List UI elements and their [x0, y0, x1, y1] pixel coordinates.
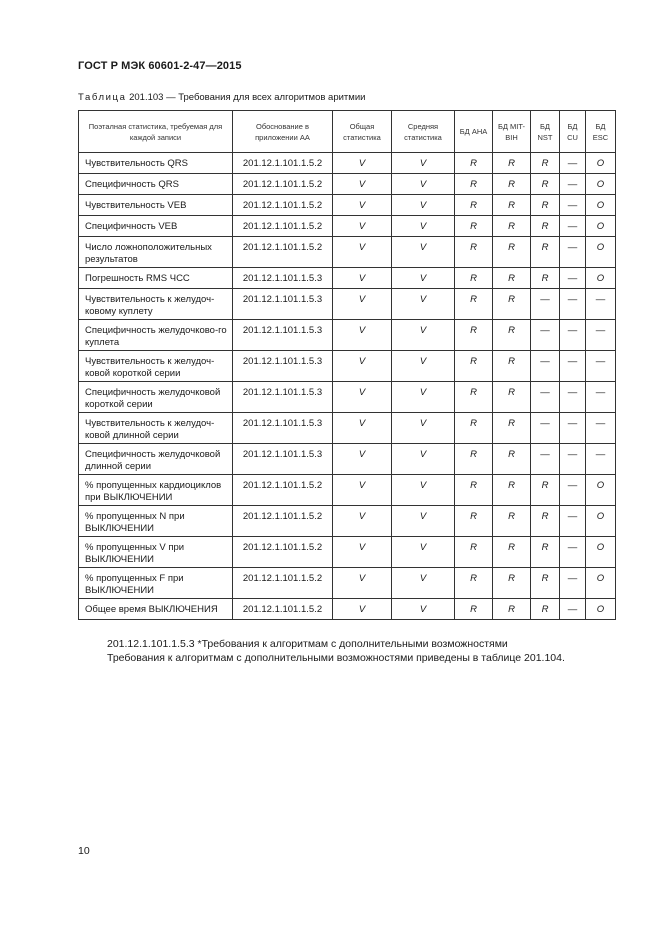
- cell-nst: —: [531, 289, 560, 320]
- row-statistic: % пропущенных кардиоциклов при ВЫКЛЮЧЕНИИ: [79, 475, 233, 506]
- cell-average: V: [392, 216, 455, 237]
- cell-overall: V: [333, 382, 392, 413]
- cell-overall: V: [333, 237, 392, 268]
- cell-aha: R: [455, 413, 493, 444]
- cell-nst: R: [531, 195, 560, 216]
- row-statistic: % пропущенных F при ВЫКЛЮЧЕНИИ: [79, 568, 233, 599]
- cell-nst: R: [531, 216, 560, 237]
- cell-average: V: [392, 413, 455, 444]
- table-header-row: [79, 111, 616, 153]
- table-row: [79, 599, 616, 620]
- cell-esc: O: [586, 475, 616, 506]
- cell-mit: R: [493, 475, 531, 506]
- cell-cu: —: [560, 413, 586, 444]
- row-statistic: Специфичность желудочково-го куплета: [79, 320, 233, 351]
- row-reference: 201.12.1.101.1.5.2: [233, 537, 333, 568]
- header-rationale: Обоснование в приложении АА: [233, 111, 333, 153]
- cell-average: V: [392, 506, 455, 537]
- cell-nst: —: [531, 320, 560, 351]
- row-statistic: Специфичность QRS: [79, 174, 233, 195]
- cell-aha: R: [455, 320, 493, 351]
- cell-aha: R: [455, 216, 493, 237]
- cell-overall: V: [333, 320, 392, 351]
- table-row: [79, 382, 616, 413]
- cell-esc: O: [586, 174, 616, 195]
- cell-mit: R: [493, 506, 531, 537]
- cell-mit: R: [493, 537, 531, 568]
- cell-cu: —: [560, 289, 586, 320]
- cell-nst: —: [531, 413, 560, 444]
- row-reference: 201.12.1.101.1.5.3: [233, 444, 333, 475]
- cell-average: V: [392, 568, 455, 599]
- footnote-line-1: 201.12.1.101.1.5.3 *Требования к алгоритмам с дополнительными возможностями: [107, 638, 508, 650]
- row-reference: 201.12.1.101.1.5.2: [233, 568, 333, 599]
- cell-aha: R: [455, 237, 493, 268]
- cell-nst: R: [531, 268, 560, 289]
- cell-average: V: [392, 153, 455, 174]
- cell-average: V: [392, 289, 455, 320]
- cell-mit: R: [493, 568, 531, 599]
- cell-esc: O: [586, 237, 616, 268]
- page-number: 10: [78, 845, 90, 857]
- cell-overall: V: [333, 351, 392, 382]
- cell-cu: —: [560, 475, 586, 506]
- row-reference: 201.12.1.101.1.5.3: [233, 268, 333, 289]
- table-row: [79, 268, 616, 289]
- cell-overall: V: [333, 475, 392, 506]
- cell-esc: O: [586, 568, 616, 599]
- table-row: [79, 506, 616, 537]
- table-row: [79, 320, 616, 351]
- row-reference: 201.12.1.101.1.5.3: [233, 382, 333, 413]
- caption-text: 201.103 — Требования для всех алгоритмов аритмии: [129, 92, 366, 103]
- cell-aha: R: [455, 174, 493, 195]
- row-reference: 201.12.1.101.1.5.3: [233, 413, 333, 444]
- cell-aha: R: [455, 382, 493, 413]
- header-db-aha: БД AHA: [455, 111, 493, 153]
- cell-aha: R: [455, 506, 493, 537]
- cell-average: V: [392, 268, 455, 289]
- cell-average: V: [392, 237, 455, 268]
- table-row: [79, 568, 616, 599]
- row-statistic: Чувствительность к желудоч-ковой короткой серии: [79, 351, 233, 382]
- cell-nst: —: [531, 444, 560, 475]
- cell-esc: O: [586, 195, 616, 216]
- cell-esc: —: [586, 382, 616, 413]
- cell-aha: R: [455, 153, 493, 174]
- cell-overall: V: [333, 413, 392, 444]
- row-statistic: Специфичность VEB: [79, 216, 233, 237]
- cell-nst: —: [531, 382, 560, 413]
- cell-overall: V: [333, 444, 392, 475]
- cell-nst: R: [531, 174, 560, 195]
- cell-nst: R: [531, 537, 560, 568]
- row-reference: 201.12.1.101.1.5.2: [233, 216, 333, 237]
- cell-overall: V: [333, 174, 392, 195]
- cell-overall: V: [333, 599, 392, 620]
- row-reference: 201.12.1.101.1.5.2: [233, 153, 333, 174]
- row-reference: 201.12.1.101.1.5.2: [233, 174, 333, 195]
- cell-average: V: [392, 599, 455, 620]
- header-db-nst: БД NST: [531, 111, 560, 153]
- document-title: ГОСТ Р МЭК 60601-2-47—2015: [78, 60, 242, 72]
- cell-aha: R: [455, 289, 493, 320]
- cell-esc: —: [586, 444, 616, 475]
- row-statistic: Число ложноположительных результатов: [79, 237, 233, 268]
- cell-esc: O: [586, 216, 616, 237]
- cell-cu: —: [560, 174, 586, 195]
- cell-nst: R: [531, 475, 560, 506]
- table-row: [79, 475, 616, 506]
- table-row: [79, 216, 616, 237]
- cell-average: V: [392, 174, 455, 195]
- row-statistic: Чувствительность QRS: [79, 153, 233, 174]
- cell-cu: —: [560, 537, 586, 568]
- header-db-mit: БД MIT-BIH: [493, 111, 531, 153]
- cell-cu: —: [560, 444, 586, 475]
- row-statistic: Чувствительность к желудоч-ковому куплету: [79, 289, 233, 320]
- cell-esc: O: [586, 506, 616, 537]
- cell-average: V: [392, 320, 455, 351]
- table-row: [79, 174, 616, 195]
- table-row: [79, 237, 616, 268]
- cell-cu: —: [560, 506, 586, 537]
- row-reference: 201.12.1.101.1.5.2: [233, 237, 333, 268]
- table-row: [79, 444, 616, 475]
- cell-overall: V: [333, 568, 392, 599]
- cell-nst: R: [531, 153, 560, 174]
- cell-aha: R: [455, 568, 493, 599]
- cell-overall: V: [333, 506, 392, 537]
- row-statistic: Общее время ВЫКЛЮЧЕНИЯ: [79, 599, 233, 620]
- cell-mit: R: [493, 351, 531, 382]
- row-reference: 201.12.1.101.1.5.2: [233, 506, 333, 537]
- table-row: [79, 153, 616, 174]
- cell-mit: R: [493, 268, 531, 289]
- cell-aha: R: [455, 599, 493, 620]
- cell-cu: —: [560, 216, 586, 237]
- table-row: [79, 351, 616, 382]
- requirements-table: [78, 110, 616, 620]
- cell-overall: V: [333, 537, 392, 568]
- header-db-cu: БД CU: [560, 111, 586, 153]
- cell-mit: R: [493, 382, 531, 413]
- row-statistic: Погрешность RMS ЧСС: [79, 268, 233, 289]
- row-reference: 201.12.1.101.1.5.3: [233, 351, 333, 382]
- cell-mit: R: [493, 237, 531, 268]
- cell-mit: R: [493, 289, 531, 320]
- cell-esc: O: [586, 599, 616, 620]
- cell-esc: O: [586, 268, 616, 289]
- cell-aha: R: [455, 444, 493, 475]
- cell-average: V: [392, 351, 455, 382]
- header-db-esc: БД ESC: [586, 111, 616, 153]
- table-row: [79, 537, 616, 568]
- cell-average: V: [392, 537, 455, 568]
- header-statistic: Поэталная статистика, требуемая для каждой записи: [79, 111, 233, 153]
- cell-overall: V: [333, 195, 392, 216]
- cell-cu: —: [560, 568, 586, 599]
- cell-mit: R: [493, 153, 531, 174]
- table-caption: [78, 92, 365, 103]
- cell-esc: O: [586, 153, 616, 174]
- cell-average: V: [392, 382, 455, 413]
- cell-cu: —: [560, 195, 586, 216]
- cell-aha: R: [455, 268, 493, 289]
- cell-average: V: [392, 195, 455, 216]
- row-statistic: Чувствительность к желудоч-ковой длинной серии: [79, 413, 233, 444]
- row-reference: 201.12.1.101.1.5.3: [233, 320, 333, 351]
- footnote-line-2: Требования к алгоритмам с дополнительными возможностями приведены в таблице 201.104.: [107, 652, 565, 664]
- cell-overall: V: [333, 268, 392, 289]
- cell-average: V: [392, 444, 455, 475]
- cell-mit: R: [493, 216, 531, 237]
- header-average-stat: Средняя статистика: [392, 111, 455, 153]
- cell-average: V: [392, 475, 455, 506]
- cell-cu: —: [560, 599, 586, 620]
- row-reference: 201.12.1.101.1.5.2: [233, 195, 333, 216]
- cell-esc: —: [586, 320, 616, 351]
- row-statistic: Специфичность желудочковой длинной серии: [79, 444, 233, 475]
- cell-esc: —: [586, 351, 616, 382]
- row-statistic: Специфичность желудочковой короткой серии: [79, 382, 233, 413]
- cell-nst: —: [531, 351, 560, 382]
- cell-cu: —: [560, 382, 586, 413]
- cell-overall: V: [333, 153, 392, 174]
- caption-prefix: Таблица: [78, 92, 127, 103]
- cell-cu: —: [560, 351, 586, 382]
- cell-esc: —: [586, 289, 616, 320]
- row-statistic: Чувствительность VEB: [79, 195, 233, 216]
- cell-cu: —: [560, 268, 586, 289]
- cell-cu: —: [560, 237, 586, 268]
- footnote: [107, 637, 565, 665]
- row-reference: 201.12.1.101.1.5.2: [233, 599, 333, 620]
- cell-aha: R: [455, 351, 493, 382]
- cell-esc: —: [586, 413, 616, 444]
- cell-cu: —: [560, 153, 586, 174]
- cell-cu: —: [560, 320, 586, 351]
- cell-mit: R: [493, 195, 531, 216]
- cell-aha: R: [455, 537, 493, 568]
- cell-overall: V: [333, 216, 392, 237]
- cell-mit: R: [493, 413, 531, 444]
- cell-aha: R: [455, 475, 493, 506]
- cell-mit: R: [493, 444, 531, 475]
- cell-nst: R: [531, 237, 560, 268]
- cell-mit: R: [493, 599, 531, 620]
- row-statistic: % пропущенных N при ВЫКЛЮЧЕНИИ: [79, 506, 233, 537]
- cell-nst: R: [531, 506, 560, 537]
- cell-esc: O: [586, 537, 616, 568]
- row-reference: 201.12.1.101.1.5.3: [233, 289, 333, 320]
- table-row: [79, 413, 616, 444]
- row-statistic: % пропущенных V при ВЫКЛЮЧЕНИИ: [79, 537, 233, 568]
- row-reference: 201.12.1.101.1.5.2: [233, 475, 333, 506]
- table-row: [79, 195, 616, 216]
- cell-mit: R: [493, 174, 531, 195]
- cell-nst: R: [531, 599, 560, 620]
- cell-aha: R: [455, 195, 493, 216]
- table-row: [79, 289, 616, 320]
- cell-nst: R: [531, 568, 560, 599]
- header-overall-stat: Общая статистика: [333, 111, 392, 153]
- cell-overall: V: [333, 289, 392, 320]
- cell-mit: R: [493, 320, 531, 351]
